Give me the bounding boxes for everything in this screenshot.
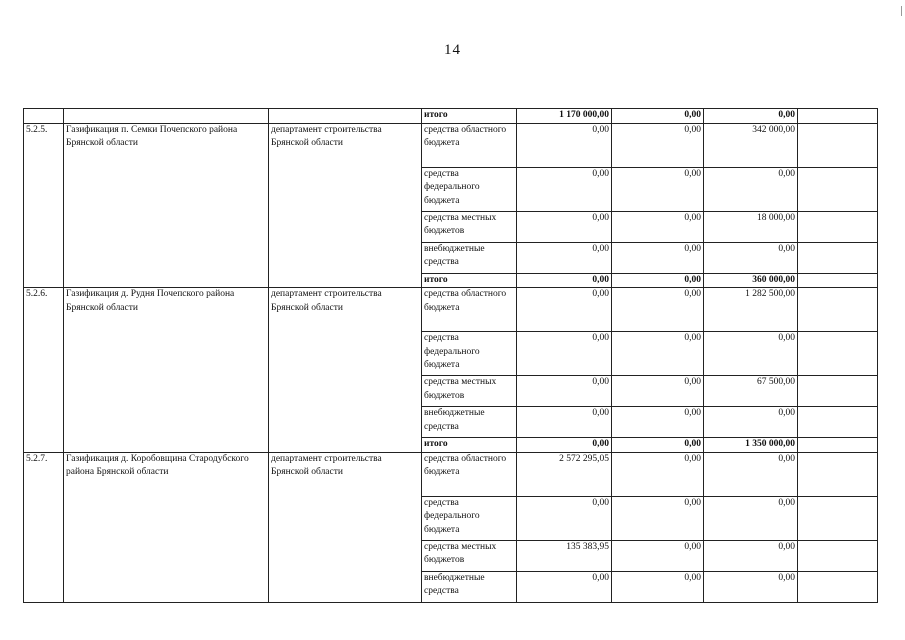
total-value-2: 0,00 bbox=[612, 109, 704, 124]
total-value-3: 1 350 000,00 bbox=[704, 438, 798, 453]
amount-2: 0,00 bbox=[612, 288, 704, 332]
amount-2: 0,00 bbox=[612, 332, 704, 376]
table-row bbox=[24, 123, 878, 167]
amount-1: 0,00 bbox=[517, 496, 612, 540]
funding-source: средства федерального бюджета bbox=[422, 496, 517, 540]
funding-source: средства областного бюджета bbox=[422, 288, 517, 332]
funding-source: средства местных бюджетов bbox=[422, 376, 517, 407]
amount-2: 0,00 bbox=[612, 123, 704, 167]
amount-1: 0,00 bbox=[517, 571, 612, 602]
amount-1: 135 383,95 bbox=[517, 540, 612, 571]
total-label: итого bbox=[422, 109, 517, 124]
table-cell bbox=[798, 540, 878, 571]
amount-3: 18 000,00 bbox=[704, 211, 798, 242]
table-cell bbox=[798, 332, 878, 376]
project-department: департамент строительства Брянской области bbox=[269, 452, 422, 602]
table-cell bbox=[798, 123, 878, 167]
amount-3: 0,00 bbox=[704, 452, 798, 496]
amount-2: 0,00 bbox=[612, 571, 704, 602]
table-row bbox=[24, 452, 878, 496]
project-code: 5.2.7. bbox=[24, 452, 64, 602]
scan-edge-mark bbox=[901, 6, 902, 16]
table-cell bbox=[798, 211, 878, 242]
table-cell bbox=[64, 109, 269, 124]
amount-3: 67 500,00 bbox=[704, 376, 798, 407]
total-label: итого bbox=[422, 273, 517, 288]
amount-3: 0,00 bbox=[704, 242, 798, 273]
funding-source: внебюджетные средства bbox=[422, 571, 517, 602]
amount-2: 0,00 bbox=[612, 376, 704, 407]
budget-table bbox=[23, 108, 878, 603]
table-cell bbox=[798, 376, 878, 407]
amount-1: 0,00 bbox=[517, 407, 612, 438]
table-cell bbox=[798, 438, 878, 453]
table-cell bbox=[798, 452, 878, 496]
project-code: 5.2.5. bbox=[24, 123, 64, 288]
amount-2: 0,00 bbox=[612, 167, 704, 211]
amount-2: 0,00 bbox=[612, 452, 704, 496]
funding-source: внебюджетные средства bbox=[422, 242, 517, 273]
table-row-carry-total bbox=[24, 109, 878, 124]
table-cell bbox=[798, 407, 878, 438]
project-title: Газификация п. Семки Почепского района Брянской области bbox=[64, 123, 269, 288]
total-value-1: 0,00 bbox=[517, 273, 612, 288]
project-department: департамент строительства Брянской области bbox=[269, 288, 422, 453]
project-title: Газификация д. Рудня Почепского района Брянской области bbox=[64, 288, 269, 453]
table-cell bbox=[798, 288, 878, 332]
table-cell bbox=[798, 273, 878, 288]
total-value-3: 0,00 bbox=[704, 109, 798, 124]
table-row bbox=[24, 288, 878, 332]
total-value-1: 0,00 bbox=[517, 438, 612, 453]
table-cell bbox=[798, 496, 878, 540]
amount-3: 0,00 bbox=[704, 496, 798, 540]
total-value-1: 1 170 000,00 bbox=[517, 109, 612, 124]
funding-source: средства местных бюджетов bbox=[422, 540, 517, 571]
table-cell bbox=[269, 109, 422, 124]
amount-1: 0,00 bbox=[517, 211, 612, 242]
amount-2: 0,00 bbox=[612, 496, 704, 540]
total-label: итого bbox=[422, 438, 517, 453]
amount-1: 2 572 295,05 bbox=[517, 452, 612, 496]
funding-source: средства федерального бюджета bbox=[422, 332, 517, 376]
total-value-2: 0,00 bbox=[612, 438, 704, 453]
table-cell bbox=[798, 167, 878, 211]
funding-source: средства областного бюджета bbox=[422, 452, 517, 496]
table-cell bbox=[798, 109, 878, 124]
amount-1: 0,00 bbox=[517, 288, 612, 332]
amount-3: 0,00 bbox=[704, 167, 798, 211]
amount-3: 1 282 500,00 bbox=[704, 288, 798, 332]
amount-3: 0,00 bbox=[704, 332, 798, 376]
funding-source: внебюджетные средства bbox=[422, 407, 517, 438]
amount-3: 0,00 bbox=[704, 540, 798, 571]
table-cell bbox=[24, 109, 64, 124]
budget-table-body bbox=[24, 109, 878, 603]
table-cell bbox=[798, 242, 878, 273]
funding-source: средства местных бюджетов bbox=[422, 211, 517, 242]
amount-1: 0,00 bbox=[517, 332, 612, 376]
funding-source: средства федерального бюджета bbox=[422, 167, 517, 211]
total-value-2: 0,00 bbox=[612, 273, 704, 288]
amount-1: 0,00 bbox=[517, 167, 612, 211]
amount-3: 0,00 bbox=[704, 407, 798, 438]
amount-3: 342 000,00 bbox=[704, 123, 798, 167]
amount-2: 0,00 bbox=[612, 211, 704, 242]
amount-1: 0,00 bbox=[517, 242, 612, 273]
page-number: 14 bbox=[444, 42, 461, 58]
project-department: департамент строительства Брянской области bbox=[269, 123, 422, 288]
amount-1: 0,00 bbox=[517, 123, 612, 167]
amount-2: 0,00 bbox=[612, 407, 704, 438]
amount-1: 0,00 bbox=[517, 376, 612, 407]
table-cell bbox=[798, 571, 878, 602]
project-code: 5.2.6. bbox=[24, 288, 64, 453]
project-title: Газификация д. Коробовщина Стародубского района Брянской области bbox=[64, 452, 269, 602]
amount-2: 0,00 bbox=[612, 242, 704, 273]
amount-3: 0,00 bbox=[704, 571, 798, 602]
amount-2: 0,00 bbox=[612, 540, 704, 571]
total-value-3: 360 000,00 bbox=[704, 273, 798, 288]
funding-source: средства областного бюджета bbox=[422, 123, 517, 167]
